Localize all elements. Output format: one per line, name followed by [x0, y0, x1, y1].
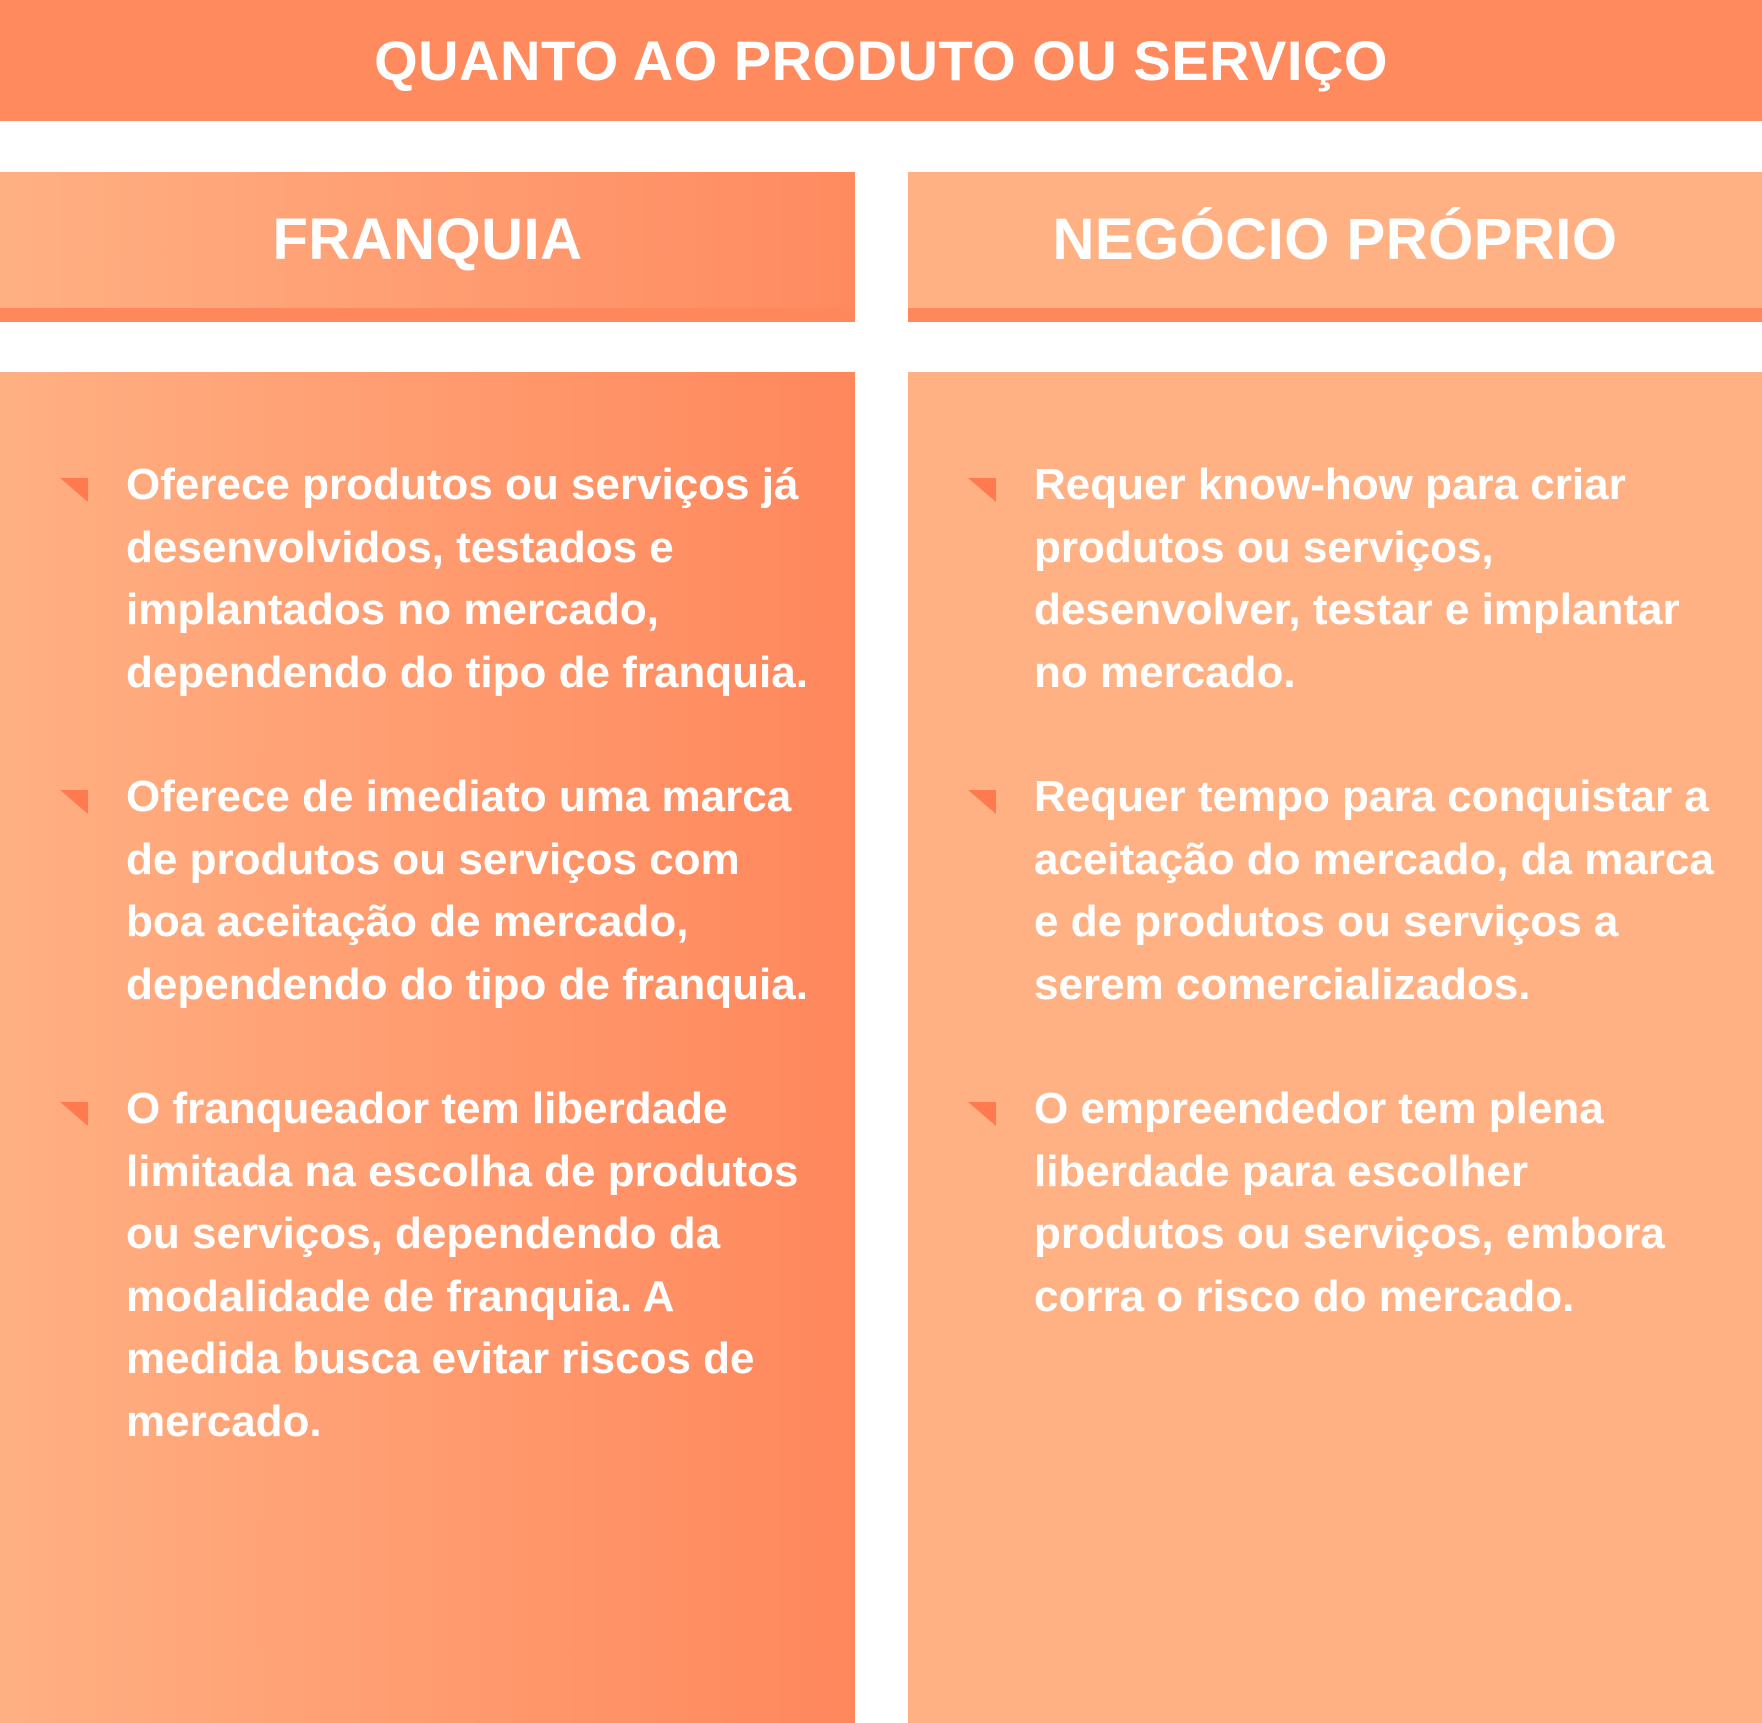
list-item — [908, 1078, 1762, 1328]
list-item-text: O franqueador tem liberdade limitada na escolha de produtos ou serviços, dependendo da modalidade de franquia. A medida busca evitar riscos de mercado. — [126, 1084, 799, 1446]
list-item-text: Oferece de imediato uma marca de produtos ou serviços com boa aceitação de mercado, dependendo do tipo de franquia. — [126, 772, 808, 1009]
column-title-negocio-proprio: NEGÓCIO PRÓPRIO — [1052, 207, 1618, 272]
triangle-bullet-icon — [968, 478, 996, 502]
triangle-bullet-icon — [968, 790, 996, 814]
list-item-text: O empreendedor tem plena liberdade para escolher produtos ou serviços, embora corra o risco do mercado. — [1034, 1084, 1665, 1321]
triangle-bullet-icon — [60, 478, 88, 502]
list-item — [908, 454, 1762, 704]
column-body-franquia — [0, 372, 855, 1723]
page-title: QUANTO AO PRODUTO OU SERVIÇO — [374, 28, 1388, 92]
negocio-proprio-item-list — [908, 454, 1762, 1390]
triangle-bullet-icon — [968, 1102, 996, 1126]
triangle-bullet-icon — [60, 790, 88, 814]
list-item — [0, 454, 855, 704]
column-header-franquia — [0, 172, 855, 322]
list-item-text: Requer know-how para criar produtos ou serviços, desenvolver, testar e implantar no mercado. — [1034, 460, 1680, 697]
list-item — [0, 1078, 855, 1453]
list-item-text: Oferece produtos ou serviços já desenvolvidos, testados e implantados no mercado, dependendo do tipo de franquia. — [126, 460, 808, 697]
column-body-negocio-proprio — [908, 372, 1762, 1723]
franquia-item-list — [0, 454, 855, 1515]
list-item — [0, 766, 855, 1016]
column-header-negocio-proprio — [908, 172, 1762, 322]
list-item-text: Requer tempo para conquistar a aceitação do mercado, da marca e de produtos ou serviços a serem comercializados. — [1034, 772, 1714, 1009]
column-title-franquia: FRANQUIA — [272, 207, 583, 272]
list-item — [908, 766, 1762, 1016]
triangle-bullet-icon — [60, 1102, 88, 1126]
main-header — [0, 0, 1762, 121]
